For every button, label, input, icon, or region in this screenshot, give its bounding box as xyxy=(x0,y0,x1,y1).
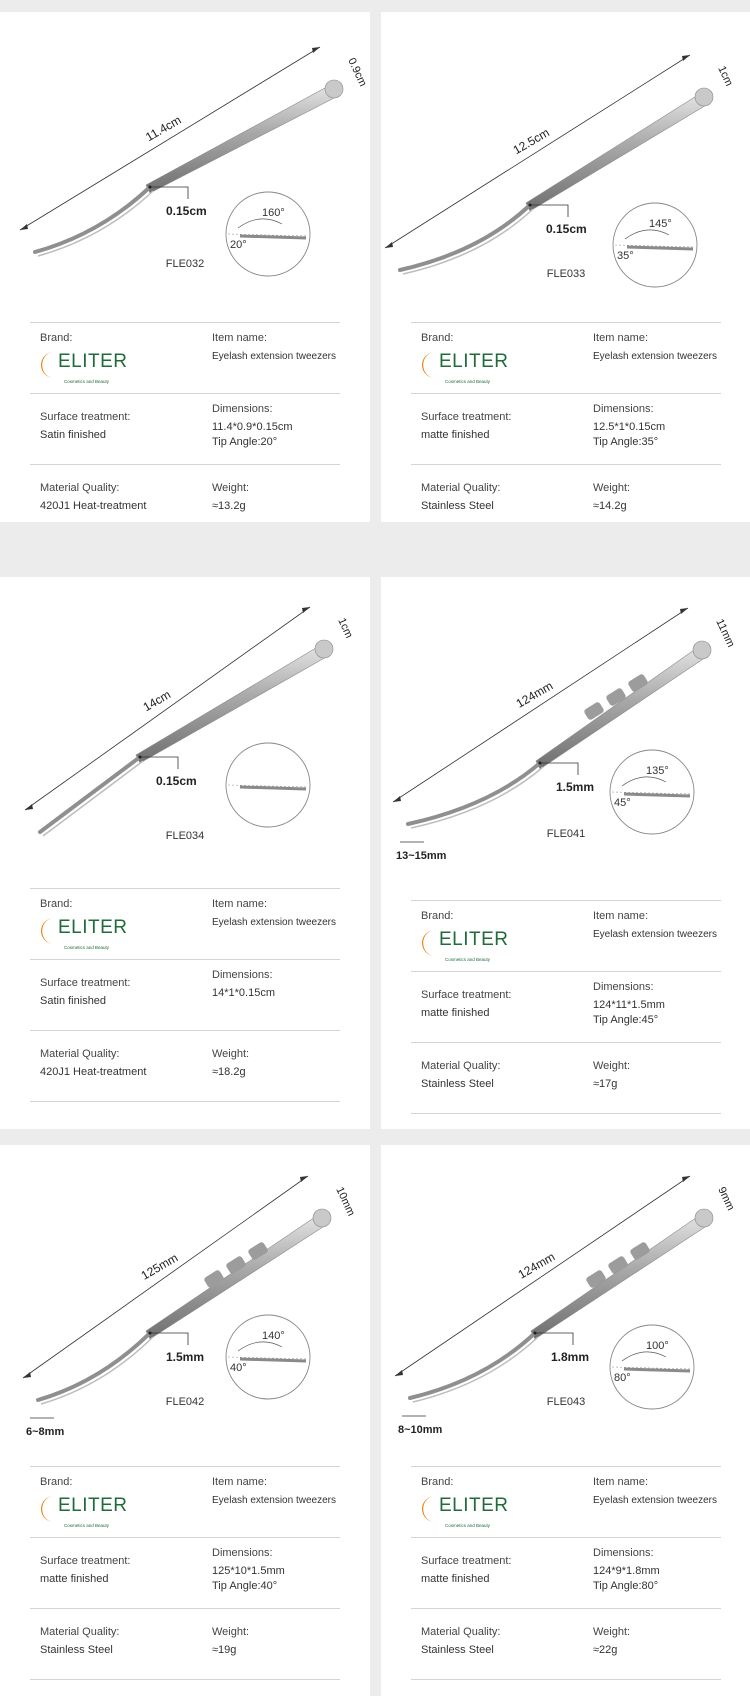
leader-dot xyxy=(148,185,151,188)
spec-cell xyxy=(212,1625,342,1658)
material-quality-label: Material Quality: xyxy=(421,1060,501,1072)
spec-table xyxy=(411,900,721,1114)
model-number: FLE032 xyxy=(165,258,205,270)
width-label: 9mm xyxy=(715,1185,737,1213)
brand-name: ELITER xyxy=(58,351,128,372)
spec-row xyxy=(30,1537,340,1608)
width-label: 1cm xyxy=(335,616,355,641)
item-name-value: Eyelash extension tweezers xyxy=(212,1495,336,1506)
thickness-label: 0.15cm xyxy=(156,774,197,788)
spec-cell xyxy=(593,402,723,450)
spec-cell xyxy=(593,980,723,1028)
brand-name: ELITER xyxy=(439,1495,509,1516)
material-quality-value: Stainless Steel xyxy=(421,1078,494,1090)
spec-cell xyxy=(593,331,723,364)
tweezer-body xyxy=(526,90,708,211)
brand-label: Brand: xyxy=(421,910,454,922)
spec-cell xyxy=(421,1475,509,1528)
tip-gap-label: 8~10mm xyxy=(398,1424,443,1436)
width-label: 11mm xyxy=(713,617,737,650)
inner-angle-label: 80° xyxy=(614,1372,631,1384)
product-card xyxy=(381,1145,750,1696)
thickness-label: 1.5mm xyxy=(556,780,595,794)
spec-cell xyxy=(421,481,500,514)
model-number: FLE033 xyxy=(546,268,586,280)
spec-row xyxy=(411,1608,721,1680)
arrowhead xyxy=(20,224,28,230)
spec-cell xyxy=(40,1047,146,1080)
spec-cell xyxy=(212,1546,342,1594)
material-quality-label: Material Quality: xyxy=(421,1626,501,1638)
inner-angle-label: 35° xyxy=(617,250,634,262)
spec-cell xyxy=(421,1625,500,1658)
product-card xyxy=(381,577,750,1129)
material-quality-value: 420J1 Heat-treatment xyxy=(40,500,147,512)
brand-tagline: Cosmetics and Beauty xyxy=(445,379,491,384)
eliter-logo xyxy=(40,915,128,950)
spec-cell xyxy=(212,331,342,364)
surface-treatment-label: Surface treatment: xyxy=(421,1555,512,1567)
spec-cell xyxy=(40,976,131,1009)
item-name-value: Eyelash extension tweezers xyxy=(593,929,717,940)
thickness-label: 1.8mm xyxy=(551,1350,590,1364)
surface-treatment-label: Surface treatment: xyxy=(421,411,512,423)
item-name-value: Eyelash extension tweezers xyxy=(593,351,717,362)
spec-cell xyxy=(40,897,128,950)
weight-label: Weight: xyxy=(212,1048,250,1060)
weight-label: Weight: xyxy=(593,482,631,494)
tip-gap-label: 13~15mm xyxy=(396,850,447,862)
surface-treatment-value: Satin finished xyxy=(40,429,107,441)
arrowhead xyxy=(23,1372,31,1378)
model-number: FLE043 xyxy=(546,1396,586,1408)
weight-value: ≈17g xyxy=(593,1078,618,1090)
spec-cell xyxy=(212,1047,342,1080)
spec-cell xyxy=(40,1625,119,1658)
brand-tagline: Cosmetics and Beauty xyxy=(64,1523,110,1528)
eliter-logo xyxy=(421,349,509,384)
eliter-logo xyxy=(421,1493,509,1528)
spec-table xyxy=(30,322,340,522)
spec-table xyxy=(411,1466,721,1680)
eliter-logo xyxy=(40,1493,128,1528)
spec-row xyxy=(411,1466,721,1537)
tweezer-tip xyxy=(40,757,140,832)
brand-name: ELITER xyxy=(58,1495,128,1516)
spec-cell xyxy=(593,481,723,514)
product-card xyxy=(0,577,370,1129)
spec-table xyxy=(30,888,340,1102)
thickness-label: 0.15cm xyxy=(166,204,207,218)
surface-treatment-label: Surface treatment: xyxy=(40,1555,131,1567)
length-label: 12.5cm xyxy=(510,125,552,158)
dimensions-value: 11.4*0.9*0.15cm xyxy=(212,421,293,433)
tip-angle-value: Tip Angle:80° xyxy=(593,1580,659,1592)
tweezer-end xyxy=(313,1209,331,1227)
spec-cell xyxy=(40,1554,131,1587)
thickness-label: 1.5mm xyxy=(166,1350,205,1364)
inner-angle-label: 40° xyxy=(230,1362,247,1374)
brand-name: ELITER xyxy=(58,917,128,938)
spec-row xyxy=(411,971,721,1042)
material-quality-value: Stainless Steel xyxy=(40,1644,113,1656)
material-quality-value: Stainless Steel xyxy=(421,1644,494,1656)
zoom-tip xyxy=(624,1369,690,1371)
tweezer-tip xyxy=(43,761,143,836)
item-name-label: Item name: xyxy=(212,898,268,910)
material-quality-value: 420J1 Heat-treatment xyxy=(40,1066,147,1078)
tweezer-end xyxy=(695,1209,713,1227)
tweezer-end xyxy=(325,80,343,98)
width-label: 10mm xyxy=(333,1185,358,1218)
length-label: 14cm xyxy=(140,687,174,715)
width-label: 0.9cm xyxy=(345,56,369,89)
arrowhead xyxy=(393,796,401,802)
spec-row xyxy=(411,464,721,522)
outer-angle-label: 140° xyxy=(262,1330,285,1342)
arrowhead xyxy=(395,1370,403,1376)
tweezer-body xyxy=(536,643,706,769)
zoom-tip xyxy=(624,794,690,796)
dimensions-value: 124*9*1.8mm xyxy=(593,1565,660,1577)
dimensions-value: 125*10*1.5mm xyxy=(212,1565,285,1577)
product-card xyxy=(0,1145,370,1696)
outer-angle-label: 100° xyxy=(646,1340,669,1352)
arrowhead xyxy=(312,47,320,53)
surface-treatment-label: Surface treatment: xyxy=(421,989,512,1001)
arrowhead xyxy=(385,242,393,248)
surface-treatment-value: Satin finished xyxy=(40,995,107,1007)
dimensions-label: Dimensions: xyxy=(212,403,273,415)
inner-angle-label: 45° xyxy=(614,797,631,809)
spec-cell xyxy=(212,1475,342,1508)
model-number: FLE042 xyxy=(165,1396,205,1408)
brand-label: Brand: xyxy=(40,1476,73,1488)
zoom-tip xyxy=(240,787,306,789)
spec-cell xyxy=(421,1554,512,1587)
spec-row xyxy=(30,464,340,522)
tip-angle-value: Tip Angle:35° xyxy=(593,436,659,448)
spec-cell xyxy=(421,1059,500,1092)
weight-label: Weight: xyxy=(212,482,250,494)
weight-value: ≈18.2g xyxy=(212,1066,246,1078)
arrowhead xyxy=(682,1176,690,1182)
inner-angle-label: 20° xyxy=(230,239,247,251)
outer-angle-label: 145° xyxy=(649,218,672,230)
item-name-value: Eyelash extension tweezers xyxy=(593,1495,717,1506)
spec-cell xyxy=(593,1625,723,1658)
brand-label: Brand: xyxy=(421,1476,454,1488)
tweezer-tip xyxy=(35,187,150,252)
spec-table xyxy=(30,1466,340,1680)
tweezer-tip xyxy=(38,1333,150,1400)
brand-tagline: Cosmetics and Beauty xyxy=(445,1523,491,1528)
tip-angle-zoom xyxy=(610,750,694,834)
leader-dot xyxy=(148,1331,151,1334)
surface-treatment-value: matte finished xyxy=(421,1007,490,1019)
leader-dot xyxy=(138,755,141,758)
tip-angle-zoom xyxy=(226,743,310,827)
zoom-tip xyxy=(240,236,306,238)
surface-treatment-label: Surface treatment: xyxy=(40,977,131,989)
item-name-value: Eyelash extension tweezers xyxy=(212,351,336,362)
brand-label: Brand: xyxy=(40,332,73,344)
tweezer-body xyxy=(146,82,338,193)
model-number: FLE034 xyxy=(165,830,205,842)
weight-value: ≈22g xyxy=(593,1644,618,1656)
item-name-label: Item name: xyxy=(212,332,268,344)
spec-row xyxy=(411,1537,721,1608)
spec-cell xyxy=(421,988,512,1021)
spec-cell xyxy=(40,331,128,384)
product-card xyxy=(381,12,750,522)
arrowhead xyxy=(680,608,688,614)
item-name-value: Eyelash extension tweezers xyxy=(212,917,336,928)
surface-treatment-value: matte finished xyxy=(40,1573,109,1585)
material-quality-value: Stainless Steel xyxy=(421,500,494,512)
weight-value: ≈14.2g xyxy=(593,500,627,512)
spec-row xyxy=(30,1608,340,1680)
brand-label: Brand: xyxy=(421,332,454,344)
spec-row xyxy=(30,393,340,464)
outer-angle-label: 160° xyxy=(262,207,285,219)
spec-row xyxy=(30,959,340,1030)
surface-treatment-label: Surface treatment: xyxy=(40,411,131,423)
dimensions-value: 14*1*0.15cm xyxy=(212,987,275,999)
tweezer-illustration xyxy=(381,12,750,312)
item-name-label: Item name: xyxy=(593,910,649,922)
tweezer-tip xyxy=(400,205,530,270)
length-label: 124mm xyxy=(515,1249,558,1282)
arrowhead xyxy=(300,1176,308,1182)
spec-cell xyxy=(212,897,342,930)
arrowhead xyxy=(25,804,33,810)
leader-dot xyxy=(538,761,541,764)
weight-label: Weight: xyxy=(593,1626,631,1638)
spec-cell xyxy=(40,1475,128,1528)
thickness-label: 0.15cm xyxy=(546,222,587,236)
weight-value: ≈19g xyxy=(212,1644,237,1656)
eliter-logo xyxy=(40,349,128,384)
spec-row xyxy=(411,393,721,464)
material-quality-label: Material Quality: xyxy=(40,1048,120,1060)
spec-row xyxy=(30,322,340,393)
spec-cell xyxy=(421,331,509,384)
spec-cell xyxy=(421,909,509,962)
tweezer-body xyxy=(146,1211,326,1339)
eliter-logo xyxy=(421,927,509,962)
dimensions-label: Dimensions: xyxy=(593,403,654,415)
brand-name: ELITER xyxy=(439,929,509,950)
item-name-label: Item name: xyxy=(212,1476,268,1488)
spec-row xyxy=(30,1466,340,1537)
spec-cell xyxy=(40,481,146,514)
tweezer-body xyxy=(531,1211,708,1339)
spec-row xyxy=(30,888,340,959)
material-quality-label: Material Quality: xyxy=(40,482,120,494)
tweezer-end xyxy=(693,641,711,659)
outer-angle-label: 135° xyxy=(646,765,669,777)
tip-angle-value: Tip Angle:40° xyxy=(212,1580,278,1592)
surface-treatment-value: matte finished xyxy=(421,429,490,441)
dimensions-label: Dimensions: xyxy=(212,969,273,981)
weight-value: ≈13.2g xyxy=(212,500,246,512)
dimensions-value: 124*11*1.5mm xyxy=(593,999,665,1011)
brand-tagline: Cosmetics and Beauty xyxy=(445,957,491,962)
length-label: 124mm xyxy=(513,678,556,711)
spec-cell xyxy=(212,968,342,1001)
brand-tagline: Cosmetics and Beauty xyxy=(64,945,110,950)
product-card xyxy=(0,12,370,522)
dimensions-label: Dimensions: xyxy=(212,1547,273,1559)
spec-cell xyxy=(593,1475,723,1508)
weight-label: Weight: xyxy=(593,1060,631,1072)
spec-cell xyxy=(593,1546,723,1594)
width-label: 1cm xyxy=(715,64,735,89)
tip-angle-value: Tip Angle:45° xyxy=(593,1014,659,1026)
tweezer-end xyxy=(695,88,713,106)
tip-angle-zoom xyxy=(226,1315,310,1399)
material-quality-label: Material Quality: xyxy=(40,1626,120,1638)
dimensions-label: Dimensions: xyxy=(593,981,654,993)
arrowhead xyxy=(302,607,310,613)
brand-label: Brand: xyxy=(40,898,73,910)
length-label: 125mm xyxy=(138,1250,181,1283)
spec-row xyxy=(30,1030,340,1102)
tip-angle-value: Tip Angle:20° xyxy=(212,436,278,448)
item-name-label: Item name: xyxy=(593,332,649,344)
spec-row xyxy=(411,1042,721,1114)
zoom-tip xyxy=(240,1359,306,1361)
brand-name: ELITER xyxy=(439,351,509,372)
material-quality-label: Material Quality: xyxy=(421,482,501,494)
arrowhead xyxy=(682,55,690,61)
dimensions-label: Dimensions: xyxy=(593,1547,654,1559)
surface-treatment-value: matte finished xyxy=(421,1573,490,1585)
tweezer-tip xyxy=(408,763,540,824)
spec-cell xyxy=(593,1059,723,1092)
leader-dot xyxy=(533,1331,536,1334)
tweezer-end xyxy=(315,640,333,658)
item-name-label: Item name: xyxy=(593,1476,649,1488)
spec-cell xyxy=(421,410,512,443)
leader-dot xyxy=(528,203,531,206)
spec-table xyxy=(411,322,721,522)
spec-row xyxy=(411,900,721,971)
spec-cell xyxy=(212,481,342,514)
tweezer-tip xyxy=(410,1333,535,1398)
weight-label: Weight: xyxy=(212,1626,250,1638)
spec-cell xyxy=(40,410,131,443)
spec-cell xyxy=(593,909,723,942)
model-number: FLE041 xyxy=(546,828,586,840)
zoom-tip xyxy=(627,247,693,249)
brand-tagline: Cosmetics and Beauty xyxy=(64,379,110,384)
spec-cell xyxy=(212,402,342,450)
length-label: 11.4cm xyxy=(143,112,184,145)
tip-gap-label: 6~8mm xyxy=(26,1426,65,1438)
spec-row xyxy=(411,322,721,393)
dimensions-value: 12.5*1*0.15cm xyxy=(593,421,666,433)
